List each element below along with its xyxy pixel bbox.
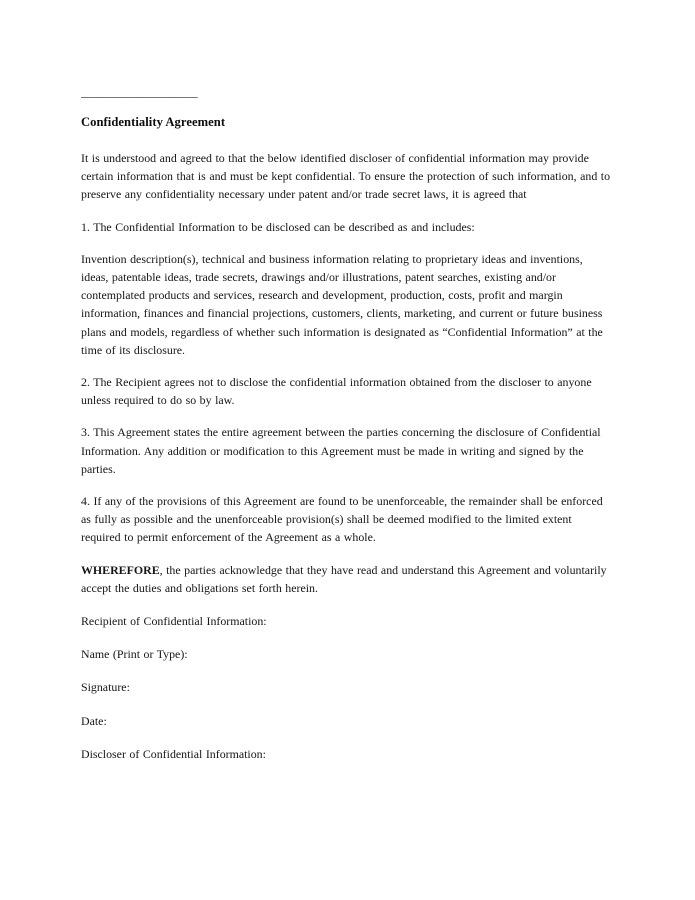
intro-paragraph: It is understood and agreed to that the below identified discloser of confidential information may provide certain information that is and must be kept confidential. To ensure the protection of such information, and to preserve any confidentiality necessary under patent and/or trade secret laws, it is agreed that — [81, 151, 611, 202]
name-label: Name (Print or Type): — [81, 647, 188, 662]
document-body — [81, 86, 612, 763]
clause-2: 2. The Recipient agrees not to disclose the confidential information obtained from the discloser to anyone unless required to do so by law. — [81, 375, 592, 408]
date-label: Date: — [81, 713, 107, 728]
wherefore-body: , the parties acknowledge that they have read and understand this Agreement and voluntarily accept the duties and obligations set forth herein. — [81, 562, 607, 595]
clause-1-heading: 1. The Confidential Information to be disclosed can be described as and includes: — [81, 219, 475, 234]
wherefore-paragraph — [81, 561, 612, 597]
header-underscore-rule: _____________________ — [81, 87, 198, 99]
signature-label: Signature: — [81, 680, 130, 695]
clause-1-body: Invention description(s), technical and business information relating to proprietary ideas and inventions, ideas, patentable ideas, trade secrets, drawings and/or illustrations, patent searches, existing and/or contemplated products and services, research and development, production, costs, profit and margin information, finances and financial projections, customers, clients, marketing, and current or future business plans and models, regardless of whether such information is designated as “Confidential Information” at the time of its disclosure. — [81, 251, 603, 357]
recipient-label: Recipient of Confidential Information: — [81, 614, 267, 629]
discloser-label: Discloser of Confidential Information: — [81, 746, 266, 761]
clause-4: 4. If any of the provisions of this Agreement are found to be unenforceable, the remainder shall be enforced as fully as possible and the unenforceable provision(s) shall be deemed modified to the limited extent required to permit enforcement of the Agreement as a whole. — [81, 494, 603, 545]
wherefore-lead-in: WHEREFORE — [81, 562, 160, 577]
clause-3: 3. This Agreement states the entire agreement between the parties concerning the disclosure of Confidential Information. Any addition or modification to this Agreement must be made in writing and signed by the parties. — [81, 425, 601, 476]
document-title: Confidentiality Agreement — [81, 115, 226, 129]
